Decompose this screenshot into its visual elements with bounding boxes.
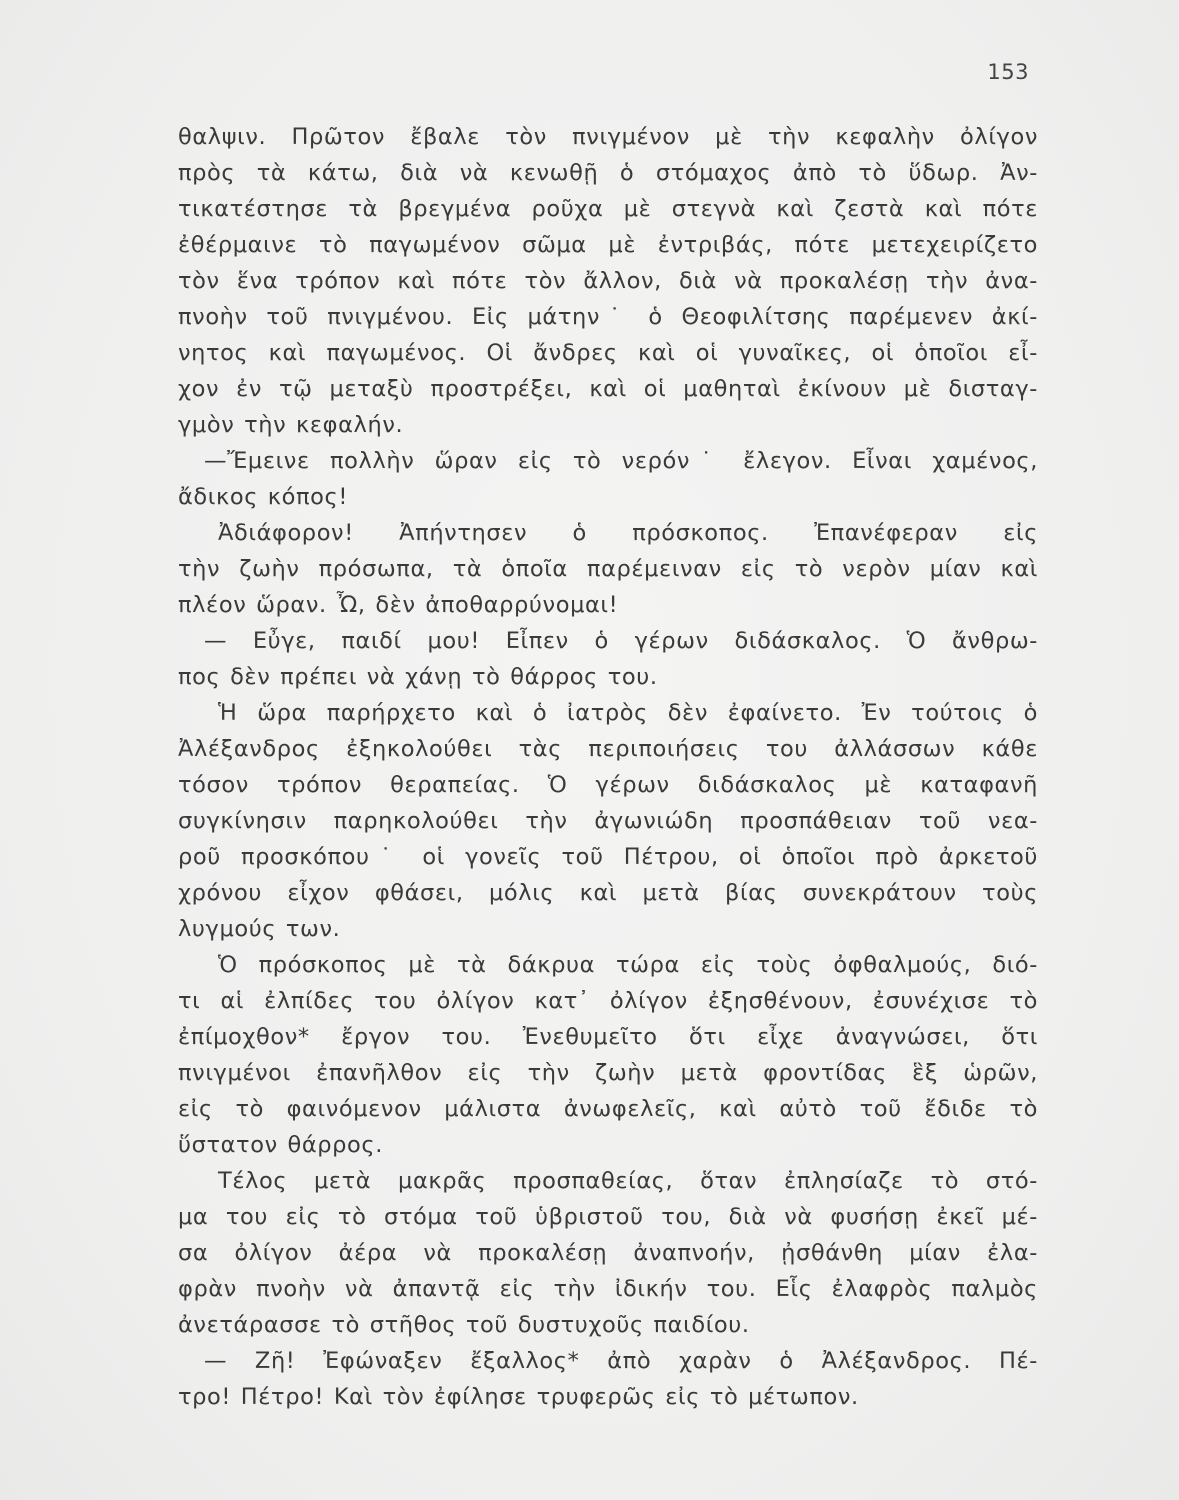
text-line: τικατέστησε τὰ βρεγμένα ροῦχα μὲ στεγνὰ καὶ ζεστὰ καὶ πότε xyxy=(178,196,1038,222)
text-line: χον ἐν τῷ μεταξὺ προστρέξει, καὶ οἱ μαθηταὶ ἐκίνουν μὲ δισταγ- xyxy=(178,376,1038,402)
text-line: χρόνου εἶχον φθάσει, μόλις καὶ μετὰ βίας συνεκράτουν τοὺς xyxy=(178,880,1038,906)
text-line: πρὸς τὰ κάτω, διὰ νὰ κενωθῇ ὁ στόμαχος ἀπὸ τὸ ὕδωρ. Ἀν- xyxy=(178,160,1038,186)
text-line: πνιγμένοι ἐπανῆλθον εἰς τὴν ζωὴν μετὰ φροντίδας ἓξ ὡρῶν, xyxy=(178,1060,1038,1086)
text-line: Ἀδιάφορον! Ἀπήντησεν ὁ πρόσκοπος. Ἐπανέφεραν εἰς xyxy=(218,520,1038,546)
text-line: — Ζῆ! Ἐφώναξεν ἔξαλλος* ἀπὸ χαρὰν ὁ Ἀλέξανδρος. Πέ- xyxy=(204,1348,1038,1374)
text-line: εἰς τὸ φαινόμενον μάλιστα ἀνωφελεῖς, καὶ αὐτὸ τοῦ ἔδιδε τὸ xyxy=(178,1096,1038,1122)
text-line: ἄδικος κόπος! xyxy=(178,484,348,510)
text-line: γμὸν τὴν κεφαλήν. xyxy=(178,412,404,438)
text-line: πλέον ὥραν. Ὦ, δὲν ἀποθαρρύνομαι! xyxy=(178,592,619,618)
text-line: τι αἱ ἐλπίδες του ὀλίγον κατ᾿ ὀλίγον ἐξησθένουν, ἐσυνέχισε τὸ xyxy=(178,988,1038,1014)
text-line: Ἀλέξανδρος ἐξηκολούθει τὰς περιποιήσεις του ἀλλάσσων κάθε xyxy=(178,736,1038,762)
text-line: συγκίνησιν παρηκολούθει τὴν ἀγωνιώδη προσπάθειαν τοῦ νεα- xyxy=(178,808,1038,834)
text-line: νητος καὶ παγωμένος. Οἱ ἄνδρες καὶ οἱ γυναῖκες, οἱ ὁποῖοι εἶ- xyxy=(178,340,1038,366)
text-line: μα του εἰς τὸ στόμα τοῦ ὑβριστοῦ του, διὰ νὰ φυσήσῃ ἐκεῖ μέ- xyxy=(178,1204,1038,1230)
text-line: ἀνετάρασσε τὸ στῆθος τοῦ δυστυχοῦς παιδίου. xyxy=(178,1312,750,1338)
text-line: Ὁ πρόσκοπος μὲ τὰ δάκρυα τώρα εἰς τοὺς ὀφθαλμούς, διό- xyxy=(218,952,1038,978)
text-line: ἐπίμοχθον* ἔργον του. Ἐνεθυμεῖτο ὅτι εἶχε ἀναγνώσει, ὅτι xyxy=(178,1024,1038,1050)
text-line: λυγμούς των. xyxy=(178,916,341,942)
text-line: σα ὀλίγον ἀέρα νὰ προκαλέσῃ ἀναπνοήν, ᾐσθάνθη μίαν ἐλα- xyxy=(178,1240,1038,1266)
text-line: θαλψιν. Πρῶτον ἔβαλε τὸν πνιγμένον μὲ τὴν κεφαλὴν ὀλίγον xyxy=(178,124,1038,150)
text-line: ροῦ προσκόπου˙ οἱ γονεῖς τοῦ Πέτρου, οἱ ὁποῖοι πρὸ ἀρκετοῦ xyxy=(178,844,1038,870)
text-line: Τέλος μετὰ μακρᾶς προσπαθείας, ὅταν ἐπλησίαζε τὸ στό- xyxy=(218,1168,1038,1194)
text-line: πνοὴν τοῦ πνιγμένου. Εἰς μάτην˙ ὁ Θεοφιλίτσης παρέμενεν ἀκί- xyxy=(178,304,1038,330)
text-line: φρὰν πνοὴν νὰ ἀπαντᾷ εἰς τὴν ἰδικήν του. Εἷς ἐλαφρὸς παλμὸς xyxy=(178,1276,1038,1302)
text-line: — Εὖγε, παιδί μου! Εἶπεν ὁ γέρων διδάσκαλος. Ὁ ἄνθρω- xyxy=(204,628,1038,654)
text-line: —Ἔμεινε πολλὴν ὥραν εἰς τὸ νερόν˙ ἔλεγον. Εἶναι χαμένος, xyxy=(204,448,1038,474)
text-line: Ἡ ὥρα παρήρχετο καὶ ὁ ἰατρὸς δὲν ἐφαίνετο. Ἐν τούτοις ὁ xyxy=(218,700,1038,726)
text-line: πος δὲν πρέπει νὰ χάνῃ τὸ θάρρος του. xyxy=(178,664,658,690)
text-line: τόσον τρόπον θεραπείας. Ὁ γέρων διδάσκαλος μὲ καταφανῆ xyxy=(178,772,1038,798)
body-text xyxy=(178,119,1038,1415)
text-line: ὕστατον θάρρος. xyxy=(178,1132,383,1158)
text-line: τὴν ζωὴν πρόσωπα, τὰ ὁποῖα παρέμειναν εἰς τὸ νερὸν μίαν καὶ xyxy=(178,556,1038,582)
text-line: τὸν ἕνα τρόπον καὶ πότε τὸν ἄλλον, διὰ νὰ προκαλέσῃ τὴν ἀνα- xyxy=(178,268,1038,294)
text-line: ἐθέρμαινε τὸ παγωμένον σῶμα μὲ ἐντριβάς, πότε μετεχειρίζετο xyxy=(178,232,1038,258)
text-line: τρο! Πέτρο! Καὶ τὸν ἐφίλησε τρυφερῶς εἰς τὸ μέτωπον. xyxy=(178,1384,859,1410)
page-number: 153 xyxy=(987,60,1029,84)
